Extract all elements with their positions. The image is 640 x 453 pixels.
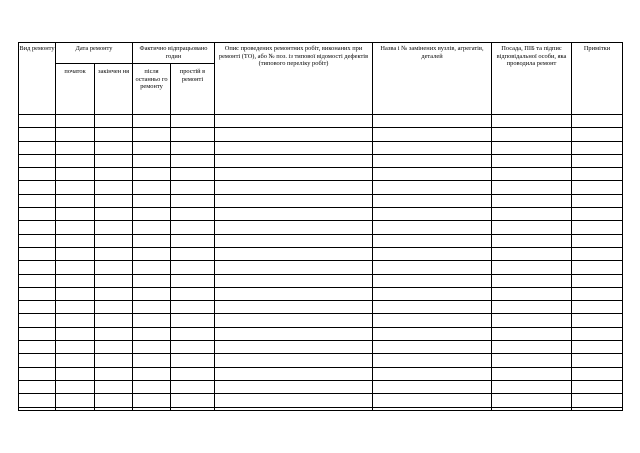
header-repair-start: початок: [56, 64, 95, 115]
repair-log-sheet: [18, 42, 622, 411]
table-cell: [572, 221, 623, 234]
table-cell: [373, 168, 492, 181]
table-row: [19, 115, 623, 128]
table-cell: [215, 327, 373, 340]
table-cell: [373, 394, 492, 407]
header-repair-type: Вид ремонту: [19, 43, 56, 115]
header-hours-worked: Фактично відпрацьовано годин: [133, 43, 215, 64]
table-cell: [373, 341, 492, 354]
table-cell: [215, 354, 373, 367]
table-cell: [95, 314, 133, 327]
table-row: [19, 221, 623, 234]
table-row: [19, 168, 623, 181]
table-cell: [19, 221, 56, 234]
table-cell: [572, 247, 623, 260]
table-cell: [56, 287, 95, 300]
table-cell: [492, 208, 572, 221]
table-cell: [133, 115, 171, 128]
table-cell: [492, 247, 572, 260]
header-hours-after-last: після останньо го ремонту: [133, 64, 171, 115]
table-cell: [56, 354, 95, 367]
table-cell: [95, 341, 133, 354]
table-cell: [19, 314, 56, 327]
table-cell: [215, 287, 373, 300]
table-cell: [133, 327, 171, 340]
table-cell: [171, 247, 215, 260]
table-cell: [373, 327, 492, 340]
table-cell: [572, 407, 623, 410]
table-cell: [56, 261, 95, 274]
table-row: [19, 341, 623, 354]
table-cell: [492, 154, 572, 167]
header-repair-date: Дата ремонту: [56, 43, 133, 64]
table-cell: [492, 261, 572, 274]
table-row: [19, 234, 623, 247]
table-cell: [572, 194, 623, 207]
table-row: [19, 354, 623, 367]
table-cell: [19, 354, 56, 367]
table-cell: [373, 234, 492, 247]
table-cell: [373, 367, 492, 380]
table-cell: [492, 301, 572, 314]
table-cell: [492, 287, 572, 300]
table-row: [19, 407, 623, 410]
table-cell: [373, 287, 492, 300]
table-cell: [95, 168, 133, 181]
table-cell: [95, 194, 133, 207]
table-cell: [171, 380, 215, 393]
table-cell: [19, 247, 56, 260]
table-cell: [19, 194, 56, 207]
table-cell: [133, 194, 171, 207]
repair-log-body: [19, 115, 623, 411]
table-cell: [572, 208, 623, 221]
table-cell: [95, 128, 133, 141]
repair-log-table: [18, 42, 623, 411]
table-cell: [19, 208, 56, 221]
table-cell: [215, 407, 373, 410]
table-cell: [492, 128, 572, 141]
table-cell: [133, 341, 171, 354]
table-cell: [572, 327, 623, 340]
table-cell: [492, 194, 572, 207]
table-row: [19, 141, 623, 154]
table-cell: [215, 208, 373, 221]
header-repair-end: закінчен ня: [95, 64, 133, 115]
table-cell: [373, 128, 492, 141]
table-cell: [171, 394, 215, 407]
table-cell: [373, 181, 492, 194]
table-cell: [171, 287, 215, 300]
table-cell: [373, 141, 492, 154]
table-cell: [95, 141, 133, 154]
table-cell: [171, 221, 215, 234]
table-cell: [95, 327, 133, 340]
table-cell: [492, 367, 572, 380]
table-cell: [215, 394, 373, 407]
table-row: [19, 314, 623, 327]
table-row: [19, 128, 623, 141]
table-cell: [572, 341, 623, 354]
table-cell: [215, 221, 373, 234]
header-replaced-parts: Назва і № замінених вузлів, агрегатів, деталей: [373, 43, 492, 115]
table-cell: [19, 168, 56, 181]
table-cell: [95, 354, 133, 367]
table-cell: [215, 154, 373, 167]
table-cell: [492, 115, 572, 128]
table-row: [19, 327, 623, 340]
table-cell: [373, 314, 492, 327]
table-cell: [572, 234, 623, 247]
table-cell: [171, 208, 215, 221]
table-cell: [492, 141, 572, 154]
table-row: [19, 274, 623, 287]
table-cell: [19, 261, 56, 274]
table-cell: [492, 327, 572, 340]
table-cell: [133, 168, 171, 181]
table-row: [19, 380, 623, 393]
table-cell: [572, 380, 623, 393]
table-row: [19, 208, 623, 221]
table-cell: [171, 234, 215, 247]
table-cell: [215, 194, 373, 207]
table-cell: [171, 341, 215, 354]
table-cell: [373, 274, 492, 287]
table-cell: [492, 168, 572, 181]
table-cell: [56, 181, 95, 194]
table-cell: [133, 380, 171, 393]
table-cell: [56, 115, 95, 128]
table-cell: [171, 128, 215, 141]
table-cell: [19, 128, 56, 141]
table-cell: [56, 394, 95, 407]
table-cell: [133, 367, 171, 380]
table-cell: [56, 247, 95, 260]
table-cell: [133, 287, 171, 300]
table-cell: [133, 314, 171, 327]
table-cell: [171, 115, 215, 128]
table-cell: [215, 367, 373, 380]
table-cell: [215, 247, 373, 260]
table-cell: [19, 367, 56, 380]
table-cell: [56, 407, 95, 410]
table-cell: [215, 380, 373, 393]
table-cell: [19, 394, 56, 407]
table-cell: [95, 394, 133, 407]
table-cell: [95, 301, 133, 314]
table-row: [19, 247, 623, 260]
table-cell: [19, 234, 56, 247]
table-cell: [572, 394, 623, 407]
table-cell: [19, 181, 56, 194]
table-cell: [133, 274, 171, 287]
table-cell: [56, 168, 95, 181]
table-cell: [373, 354, 492, 367]
table-cell: [56, 380, 95, 393]
table-cell: [19, 380, 56, 393]
table-cell: [56, 301, 95, 314]
table-cell: [19, 115, 56, 128]
table-cell: [95, 115, 133, 128]
table-row: [19, 394, 623, 407]
table-cell: [133, 141, 171, 154]
table-cell: [492, 221, 572, 234]
table-cell: [572, 168, 623, 181]
table-cell: [215, 261, 373, 274]
table-cell: [133, 208, 171, 221]
table-cell: [373, 261, 492, 274]
table-cell: [572, 261, 623, 274]
table-cell: [171, 181, 215, 194]
table-cell: [492, 234, 572, 247]
table-row: [19, 181, 623, 194]
table-cell: [215, 181, 373, 194]
table-cell: [133, 261, 171, 274]
table-cell: [19, 301, 56, 314]
table-cell: [171, 154, 215, 167]
table-cell: [492, 341, 572, 354]
table-cell: [19, 407, 56, 410]
table-cell: [56, 141, 95, 154]
table-row: [19, 367, 623, 380]
table-cell: [215, 274, 373, 287]
table-cell: [492, 314, 572, 327]
table-cell: [171, 261, 215, 274]
table-cell: [171, 327, 215, 340]
table-cell: [215, 128, 373, 141]
table-cell: [133, 247, 171, 260]
table-cell: [215, 168, 373, 181]
table-cell: [19, 154, 56, 167]
table-cell: [171, 168, 215, 181]
table-cell: [56, 234, 95, 247]
table-cell: [56, 314, 95, 327]
table-cell: [373, 208, 492, 221]
table-cell: [133, 354, 171, 367]
table-cell: [572, 128, 623, 141]
table-cell: [215, 141, 373, 154]
table-cell: [572, 274, 623, 287]
table-cell: [56, 221, 95, 234]
table-cell: [492, 354, 572, 367]
table-cell: [133, 154, 171, 167]
table-cell: [56, 367, 95, 380]
header-notes: Примітки: [572, 43, 623, 115]
table-cell: [56, 208, 95, 221]
table-cell: [572, 115, 623, 128]
table-row: [19, 287, 623, 300]
table-cell: [56, 128, 95, 141]
table-cell: [133, 128, 171, 141]
table-cell: [572, 181, 623, 194]
table-cell: [215, 314, 373, 327]
table-cell: [171, 301, 215, 314]
table-cell: [492, 181, 572, 194]
table-row: [19, 194, 623, 207]
table-cell: [572, 141, 623, 154]
table-cell: [133, 407, 171, 410]
table-cell: [19, 141, 56, 154]
table-cell: [133, 221, 171, 234]
table-cell: [171, 367, 215, 380]
table-cell: [19, 341, 56, 354]
table-row: [19, 261, 623, 274]
table-cell: [95, 234, 133, 247]
table-cell: [572, 314, 623, 327]
table-cell: [171, 274, 215, 287]
table-cell: [215, 234, 373, 247]
table-cell: [492, 394, 572, 407]
table-cell: [373, 380, 492, 393]
table-cell: [373, 115, 492, 128]
table-cell: [19, 287, 56, 300]
table-cell: [572, 354, 623, 367]
table-cell: [572, 154, 623, 167]
table-cell: [95, 380, 133, 393]
table-cell: [56, 154, 95, 167]
table-cell: [95, 208, 133, 221]
table-cell: [56, 327, 95, 340]
table-cell: [95, 221, 133, 234]
header-work-description: Опис проведених ремонтних робіт, виконаних при ремонті (ТО), або № поз. із типової відомості дефектів (типового переліку робіт): [215, 43, 373, 115]
table-cell: [373, 221, 492, 234]
table-cell: [572, 367, 623, 380]
table-cell: [19, 327, 56, 340]
table-cell: [95, 287, 133, 300]
table-cell: [171, 407, 215, 410]
table-cell: [171, 314, 215, 327]
table-cell: [19, 274, 56, 287]
table-cell: [133, 181, 171, 194]
table-cell: [492, 380, 572, 393]
table-cell: [215, 341, 373, 354]
table-cell: [95, 407, 133, 410]
table-cell: [373, 301, 492, 314]
table-cell: [373, 194, 492, 207]
table-cell: [95, 181, 133, 194]
table-cell: [572, 287, 623, 300]
table-row: [19, 301, 623, 314]
table-cell: [95, 367, 133, 380]
table-cell: [373, 247, 492, 260]
table-cell: [492, 407, 572, 410]
table-cell: [95, 154, 133, 167]
table-cell: [373, 407, 492, 410]
table-cell: [492, 274, 572, 287]
table-cell: [171, 354, 215, 367]
table-cell: [171, 141, 215, 154]
table-cell: [56, 194, 95, 207]
table-row: [19, 154, 623, 167]
table-cell: [572, 301, 623, 314]
table-cell: [56, 274, 95, 287]
table-cell: [95, 247, 133, 260]
table-cell: [373, 154, 492, 167]
table-cell: [95, 261, 133, 274]
table-cell: [133, 301, 171, 314]
table-cell: [56, 341, 95, 354]
table-cell: [133, 234, 171, 247]
table-cell: [215, 115, 373, 128]
header-hours-idle: простій в ремонті: [171, 64, 215, 115]
table-cell: [171, 194, 215, 207]
table-cell: [95, 274, 133, 287]
table-cell: [215, 301, 373, 314]
table-cell: [133, 394, 171, 407]
header-responsible-person: Посада, ПІБ та підпис відповідальної особи, яка проводила ремонт: [492, 43, 572, 115]
